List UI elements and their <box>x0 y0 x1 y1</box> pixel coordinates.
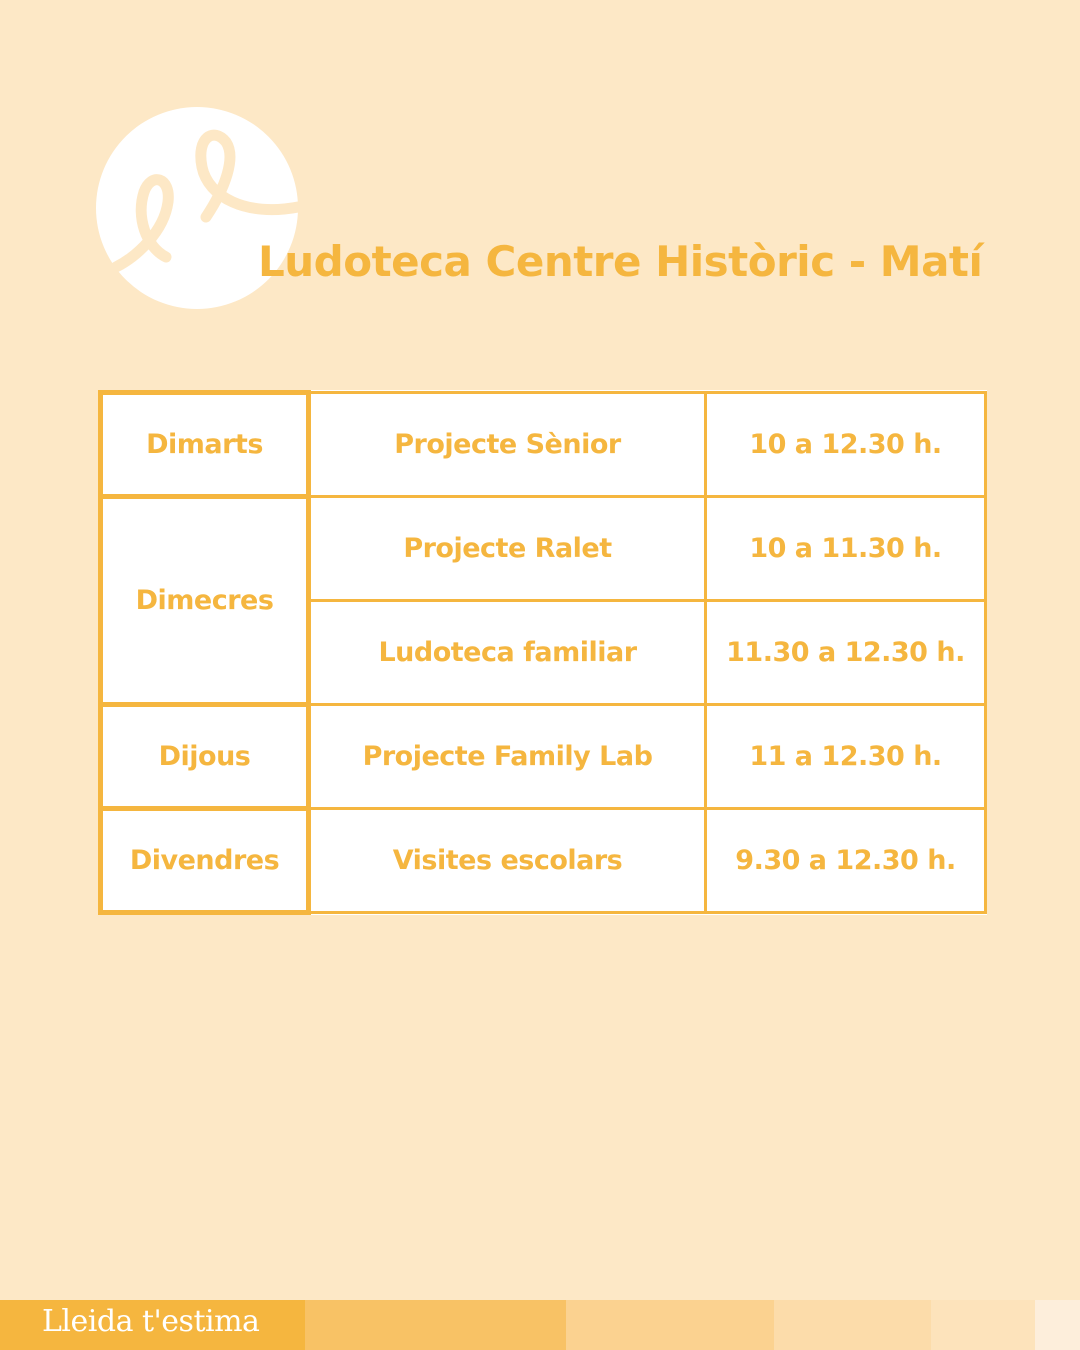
footer-band <box>566 1300 774 1350</box>
day-cell: Dimarts <box>101 393 309 497</box>
table-row <box>101 705 986 809</box>
activity-cell: Projecte Ralet <box>309 497 706 601</box>
footer-band <box>305 1300 566 1350</box>
activity-cell: Ludoteca familiar <box>309 601 706 705</box>
table-row <box>101 809 986 913</box>
time-cell: 9.30 a 12.30 h. <box>706 809 986 913</box>
activity-cell: Projecte Family Lab <box>309 705 706 809</box>
day-cell: Divendres <box>101 809 309 913</box>
page-title: Ludoteca Centre Històric - Matí <box>258 237 983 286</box>
time-cell: 11 a 12.30 h. <box>706 705 986 809</box>
time-cell: 10 a 11.30 h. <box>706 497 986 601</box>
time-cell: 11.30 a 12.30 h. <box>706 601 986 705</box>
schedule-table <box>98 390 987 915</box>
day-cell: Dijous <box>101 705 309 809</box>
table-row <box>101 497 986 601</box>
footer-brand-text: Lleida t'estima <box>42 1304 260 1339</box>
table-row <box>101 393 986 497</box>
activity-cell: Visites escolars <box>309 809 706 913</box>
day-cell: Dimecres <box>101 497 309 705</box>
footer-band <box>774 1300 931 1350</box>
footer-bar <box>0 1300 1080 1350</box>
footer-band <box>1035 1300 1080 1350</box>
footer-band <box>931 1300 1035 1350</box>
activity-cell: Projecte Sènior <box>309 393 706 497</box>
time-cell: 10 a 12.30 h. <box>706 393 986 497</box>
